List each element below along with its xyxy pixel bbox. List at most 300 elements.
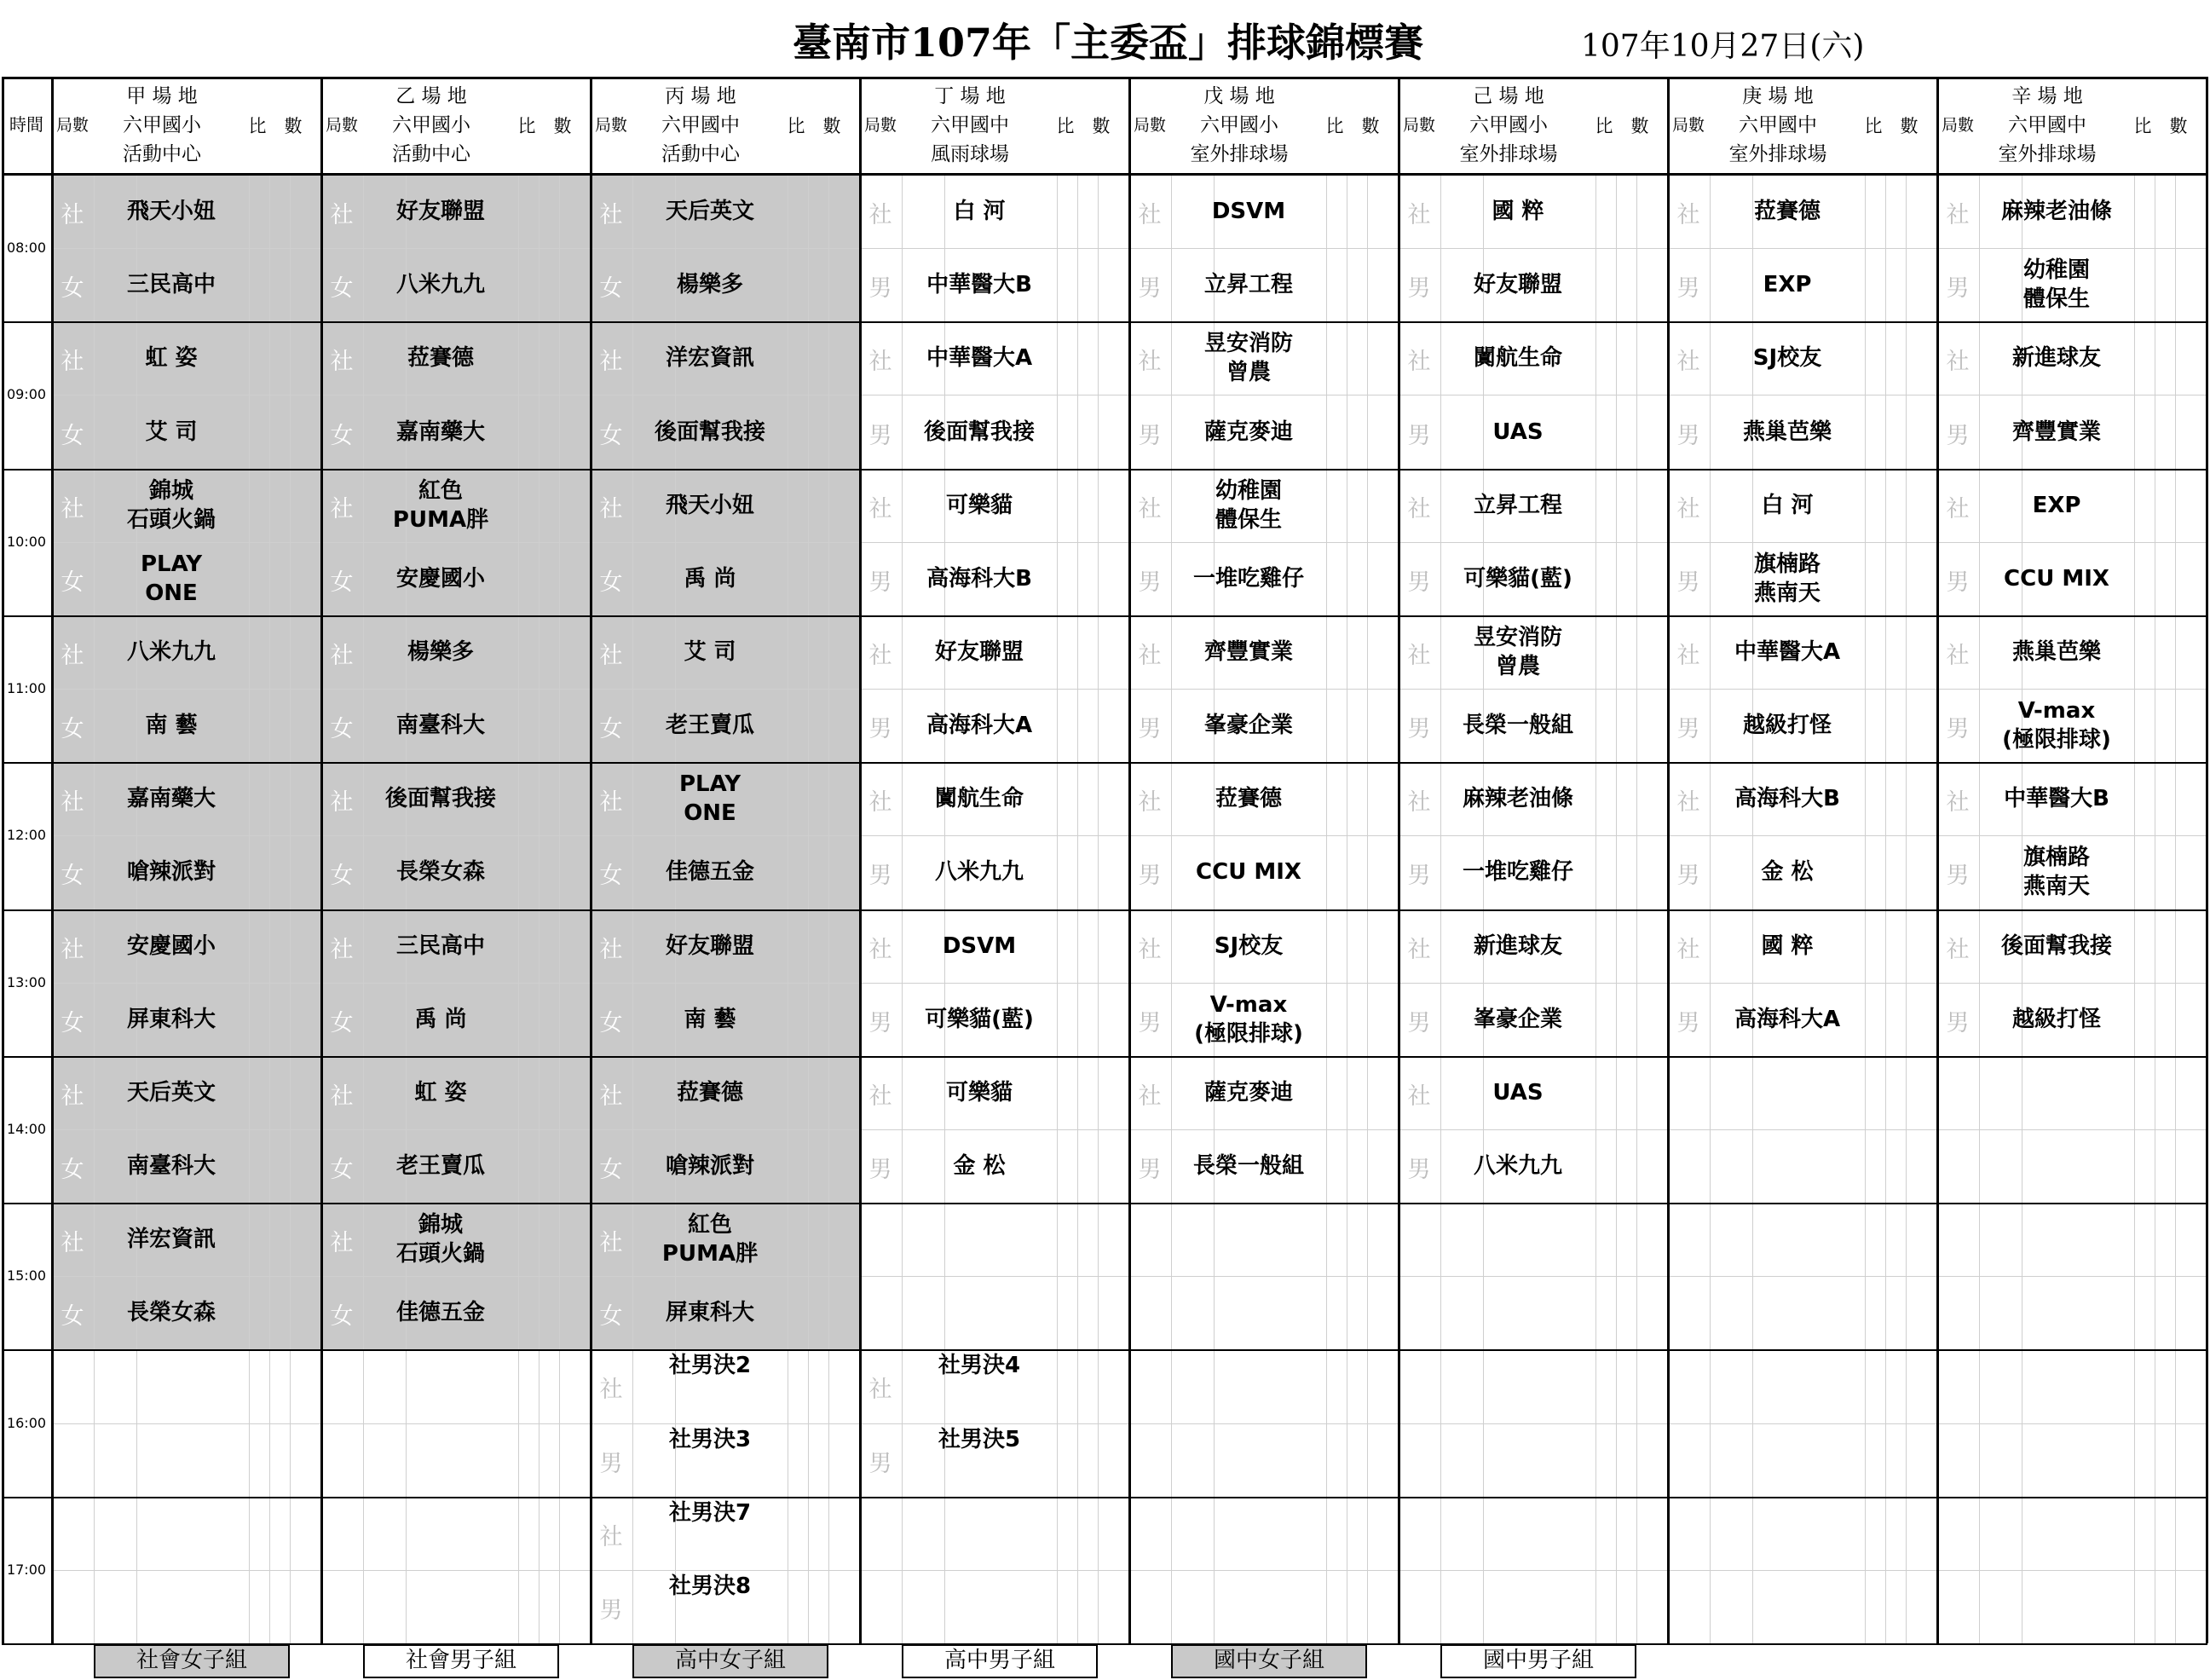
team-name: 長榮一般組 (1462, 713, 1573, 739)
team-name: 國 粹 (1761, 932, 1814, 959)
category-label: 社 (599, 202, 623, 229)
team-name: 飛天小妞 (126, 199, 216, 225)
team-name: V-max (極限排球) (2002, 698, 2111, 753)
category-label: 社 (599, 642, 623, 669)
category-label: 女 (61, 716, 84, 743)
category-label: 社 (61, 1230, 84, 1257)
time-slot: 14:00 (6, 1120, 47, 1137)
time-column-header: 時間 (9, 114, 43, 135)
category-label: 男 (868, 422, 892, 449)
category-label: 女 (61, 422, 84, 449)
venue-school: 六甲國中 (2008, 114, 2086, 136)
category-label: 女 (599, 1009, 623, 1036)
team-name: 洋宏資訊 (126, 1227, 216, 1253)
team-name: 老王賣瓜 (665, 713, 754, 739)
category-label: 男 (868, 1009, 892, 1036)
venue-school: 六甲國中 (931, 114, 1009, 136)
category-label: 男 (1138, 863, 1162, 890)
time-slot: 11:00 (6, 680, 47, 697)
venue-place: 活動中心 (661, 143, 740, 165)
team-name: 八米九九 (126, 638, 216, 665)
legend-item: 高中男子組 (902, 1644, 1098, 1678)
category-label: 男 (1138, 275, 1162, 303)
venue-school: 六甲國中 (661, 114, 740, 136)
time-slot: 09:00 (6, 386, 47, 403)
venue-header (1710, 82, 1846, 169)
team-name: 三民高中 (126, 272, 216, 298)
category-label: 社 (61, 1082, 84, 1110)
category-label: 男 (1676, 1009, 1700, 1036)
team-name: 紅色 PUMA胖 (661, 1212, 759, 1267)
team-name: DSVM (1211, 199, 1286, 225)
category-label: 女 (599, 275, 623, 303)
category-label: 女 (330, 569, 354, 596)
category-label: 女 (599, 569, 623, 596)
team-name: 幼稚園 體保生 (2022, 257, 2090, 313)
team-name: 國 粹 (1492, 199, 1544, 225)
team-name: 南 藝 (145, 713, 198, 739)
category-label: 社 (599, 495, 623, 522)
team-name: 可樂貓 (945, 492, 1013, 518)
team-name: 後面幫我接 (923, 419, 1035, 445)
category-label: 社 (599, 1523, 623, 1550)
team-name: 安慶國小 (395, 565, 485, 592)
venue-name: 戊 場 地 (1203, 85, 1275, 107)
category-label: 社 (868, 349, 892, 376)
category-label: 社 (1946, 789, 1970, 817)
category-label: 男 (868, 863, 892, 890)
team-name: 社男決5 (938, 1426, 1021, 1452)
sets-header: 局數 (863, 116, 897, 135)
grid-line (2206, 77, 2208, 1643)
team-name: 南臺科大 (126, 1153, 216, 1179)
category-label: 社 (1407, 202, 1431, 229)
venue-header (94, 82, 230, 169)
team-name: 昱安消防 曾農 (1473, 624, 1562, 679)
team-name: 艾 司 (145, 419, 198, 445)
category-label: 男 (868, 1450, 892, 1477)
category-label: 社 (1946, 495, 1970, 522)
category-label: 社 (1407, 936, 1431, 963)
category-label: 男 (868, 569, 892, 596)
category-label: 男 (1676, 275, 1700, 303)
category-label: 社 (330, 936, 354, 963)
team-name: V-max (極限排球) (1194, 991, 1303, 1047)
team-name: CCU MIX (1196, 859, 1301, 886)
team-name: 燕巢芭樂 (1742, 419, 1832, 445)
venue-school: 六甲國小 (1469, 114, 1548, 136)
score-header: 比 數 (517, 116, 572, 136)
venue-name: 丙 場 地 (665, 85, 736, 107)
team-name: 昱安消防 曾農 (1203, 331, 1293, 386)
team-name: 社男決7 (668, 1499, 752, 1526)
team-name: 屏東科大 (126, 1006, 216, 1032)
team-name: 越級打怪 (2011, 1006, 2101, 1032)
grid-line (2, 77, 4, 1643)
venue-header (1171, 82, 1307, 169)
team-name: 峯豪企業 (1473, 1006, 1562, 1032)
venue-header (1440, 82, 1577, 169)
sets-header: 局數 (1402, 116, 1435, 135)
category-label: 女 (61, 1303, 84, 1331)
team-name: 屏東科大 (665, 1300, 754, 1326)
sets-header: 局數 (1941, 116, 1974, 135)
team-name: 新進球友 (2011, 345, 2101, 372)
grid-line (2, 1203, 2207, 1204)
category-label: 社 (599, 789, 623, 817)
category-label: 社 (330, 642, 354, 669)
team-name: 好友聯盟 (665, 932, 754, 959)
team-name: 嗆辣派對 (126, 859, 216, 886)
team-name: CCU MIX (2004, 565, 2109, 592)
category-label: 社 (330, 1082, 354, 1110)
category-label: 男 (599, 1450, 623, 1477)
team-name: 楊樂多 (676, 272, 743, 298)
team-name: 燕巢芭樂 (2011, 638, 2101, 665)
category-label: 女 (330, 1303, 354, 1331)
team-name: EXP (2032, 492, 2081, 518)
category-label: 社 (1138, 495, 1162, 522)
category-label: 女 (599, 716, 623, 743)
team-name: 高海科大B (926, 565, 1032, 592)
team-name: 嗆辣派對 (665, 1153, 754, 1179)
team-name: 齊豐實業 (2011, 419, 2101, 445)
category-label: 女 (330, 275, 354, 303)
category-label: 男 (1946, 422, 1970, 449)
grid-line (2, 909, 2207, 911)
page-title: 臺南市107年「主委盃」排球錦標賽 (793, 20, 1424, 66)
venue-place: 室外排球場 (1459, 143, 1558, 165)
team-name: 後面幫我接 (2000, 932, 2112, 959)
category-label: 女 (61, 1157, 84, 1184)
team-name: 中華醫大A (1734, 638, 1841, 665)
category-label: 社 (330, 202, 354, 229)
team-name: UAS (1492, 1079, 1544, 1106)
grid-line (2, 762, 2207, 764)
team-name: 嘉南藥大 (395, 419, 485, 445)
category-label: 社 (330, 1230, 354, 1257)
category-label: 社 (599, 1230, 623, 1257)
team-name: 幼稚園 體保生 (1215, 477, 1282, 533)
team-name: 禹 尚 (414, 1006, 467, 1032)
team-name: 金 松 (1761, 859, 1814, 886)
team-name: 麻辣老油條 (1462, 786, 1573, 812)
team-name: 旗楠路 燕南天 (2022, 845, 2090, 900)
score-header: 比 數 (2133, 116, 2188, 136)
venue-name: 己 場 地 (1473, 85, 1544, 107)
category-label: 社 (61, 495, 84, 522)
category-label: 社 (868, 642, 892, 669)
team-name: 錦城 石頭火鍋 (126, 477, 216, 533)
team-name: 錦城 石頭火鍋 (395, 1212, 485, 1267)
category-label: 男 (1138, 716, 1162, 743)
team-name: 金 松 (953, 1153, 1006, 1179)
team-name: 嘉南藥大 (126, 786, 216, 812)
category-label: 女 (61, 275, 84, 303)
team-name: 旗楠路 燕南天 (1753, 551, 1821, 606)
legend-item: 國中男子組 (1440, 1644, 1636, 1678)
category-label: 女 (330, 1009, 354, 1036)
grid-line (2, 1349, 2207, 1351)
team-name: 菈賽德 (1753, 199, 1821, 225)
team-name: 立昇工程 (1473, 492, 1562, 518)
team-name: UAS (1492, 419, 1544, 445)
category-label: 社 (61, 642, 84, 669)
legend-item: 社會男子組 (363, 1644, 559, 1678)
venue-header (902, 82, 1038, 169)
team-name: 八米九九 (395, 272, 485, 298)
category-label: 男 (1407, 422, 1431, 449)
team-name: 高海科大B (1734, 786, 1840, 812)
sets-header: 局數 (55, 116, 89, 135)
team-name: 紅色 PUMA胖 (392, 477, 489, 533)
grid-line (2, 1497, 2207, 1498)
category-label: 社 (1946, 202, 1970, 229)
team-name: 天后英文 (126, 1079, 216, 1106)
team-name: 立昇工程 (1203, 272, 1293, 298)
venue-place: 室外排球場 (1998, 143, 2097, 165)
category-label: 社 (330, 349, 354, 376)
category-label: 社 (1676, 349, 1700, 376)
team-name: 可樂貓 (945, 1079, 1013, 1106)
venue-name: 丁 場 地 (934, 85, 1006, 107)
category-label: 社 (1946, 642, 1970, 669)
venue-header (363, 82, 499, 169)
category-label: 社 (1138, 349, 1162, 376)
team-name: 洋宏資訊 (665, 345, 754, 372)
time-slot: 08:00 (6, 240, 47, 257)
category-label: 社 (1407, 495, 1431, 522)
team-name: 新進球友 (1473, 932, 1562, 959)
team-name: 高海科大A (1734, 1006, 1841, 1032)
venue-school: 六甲國小 (392, 114, 470, 136)
team-name: 麻辣老油條 (2000, 199, 2112, 225)
grid-line (2, 173, 2207, 176)
event-date: 107年10月27日(六) (1581, 29, 1865, 64)
category-label: 社 (1138, 936, 1162, 963)
category-label: 社 (330, 495, 354, 522)
team-name: 長榮女森 (395, 859, 485, 886)
team-name: 三民高中 (395, 932, 485, 959)
category-label: 社 (1407, 789, 1431, 817)
team-name: SJ校友 (1214, 932, 1284, 959)
team-name: 中華醫大A (926, 345, 1033, 372)
venue-name: 甲 場 地 (126, 85, 198, 107)
category-label: 女 (330, 1157, 354, 1184)
legend-item: 高中女子組 (632, 1644, 828, 1678)
category-label: 社 (1946, 349, 1970, 376)
team-name: 高海科大A (926, 713, 1033, 739)
category-label: 男 (1138, 569, 1162, 596)
category-label: 社 (61, 349, 84, 376)
team-name: 南臺科大 (395, 713, 485, 739)
sets-header: 局數 (594, 116, 627, 135)
category-label: 男 (1946, 275, 1970, 303)
category-label: 社 (330, 789, 354, 817)
score-header: 比 數 (1595, 116, 1649, 136)
team-name: 老王賣瓜 (395, 1153, 485, 1179)
grid-line (2, 615, 2207, 617)
team-name: 後面幫我接 (654, 419, 765, 445)
category-label: 男 (1138, 1157, 1162, 1184)
team-name: 楊樂多 (407, 638, 474, 665)
time-slot: 16:00 (6, 1414, 47, 1431)
category-label: 男 (1946, 863, 1970, 890)
venue-school: 六甲國中 (1739, 114, 1817, 136)
category-label: 社 (1138, 789, 1162, 817)
team-name: PLAY ONE (678, 771, 741, 827)
category-label: 社 (1676, 936, 1700, 963)
category-label: 男 (1946, 569, 1970, 596)
score-header: 比 數 (1056, 116, 1111, 136)
time-slot: 15:00 (6, 1267, 47, 1285)
legend-item: 國中女子組 (1171, 1644, 1367, 1678)
team-name: 越級打怪 (1742, 713, 1832, 739)
category-label: 社 (1407, 349, 1431, 376)
category-label: 男 (868, 716, 892, 743)
team-name: 飛天小妞 (665, 492, 754, 518)
team-name: 中華醫大B (2004, 786, 2109, 812)
team-name: 長榮一般組 (1192, 1153, 1304, 1179)
category-label: 男 (599, 1596, 623, 1624)
category-label: 女 (599, 1157, 623, 1184)
category-label: 社 (599, 1082, 623, 1110)
category-label: 女 (61, 863, 84, 890)
team-name: 安慶國小 (126, 932, 216, 959)
category-label: 社 (1946, 936, 1970, 963)
score-header: 比 數 (787, 116, 841, 136)
category-label: 男 (1946, 1009, 1970, 1036)
category-label: 女 (599, 1303, 623, 1331)
venue-header (632, 82, 769, 169)
category-label: 女 (330, 422, 354, 449)
grid-line (2, 77, 2207, 79)
venue-name: 乙 場 地 (395, 85, 467, 107)
team-name: PLAY ONE (140, 551, 203, 606)
team-name: 峯豪企業 (1203, 713, 1293, 739)
team-name: 中華醫大B (926, 272, 1032, 298)
team-name: 闐航生命 (934, 786, 1024, 812)
team-name: 可樂貓(藍) (1463, 565, 1572, 592)
category-label: 社 (868, 495, 892, 522)
category-label: 社 (61, 789, 84, 817)
category-label: 男 (1676, 422, 1700, 449)
venue-name: 庚 場 地 (1742, 85, 1814, 107)
score-header: 比 數 (1864, 116, 1919, 136)
category-label: 男 (1138, 422, 1162, 449)
team-name: 好友聯盟 (395, 199, 485, 225)
grid-line (2, 1643, 2207, 1645)
team-name: 齊豐實業 (1203, 638, 1293, 665)
team-name: 艾 司 (684, 638, 736, 665)
category-label: 男 (1138, 1009, 1162, 1036)
venue-place: 風雨球場 (931, 143, 1009, 165)
venue-place: 室外排球場 (1190, 143, 1289, 165)
venue-school: 六甲國小 (1200, 114, 1278, 136)
category-label: 男 (868, 1157, 892, 1184)
score-header: 比 數 (1325, 116, 1380, 136)
sets-header: 局數 (1671, 116, 1705, 135)
category-label: 男 (1676, 716, 1700, 743)
team-name: 可樂貓(藍) (925, 1006, 1034, 1032)
team-name: 後面幫我接 (384, 786, 496, 812)
category-label: 男 (1407, 569, 1431, 596)
category-label: 男 (1676, 569, 1700, 596)
team-name: 白 河 (1761, 492, 1814, 518)
time-slot: 17:00 (6, 1561, 47, 1578)
team-name: 社男決4 (938, 1353, 1021, 1379)
team-name: 佳德五金 (665, 859, 754, 886)
category-label: 女 (61, 1009, 84, 1036)
category-label: 社 (868, 936, 892, 963)
team-name: 八米九九 (934, 859, 1024, 886)
category-label: 女 (330, 863, 354, 890)
category-label: 社 (599, 1377, 623, 1404)
legend-item: 社會女子組 (94, 1644, 290, 1678)
category-label: 社 (868, 202, 892, 229)
team-name: 長榮女森 (126, 1300, 216, 1326)
team-name: 天后英文 (665, 199, 754, 225)
team-name: 菈賽德 (676, 1079, 743, 1106)
category-label: 男 (1407, 716, 1431, 743)
category-label: 社 (1676, 789, 1700, 817)
team-name: 菈賽德 (1215, 786, 1282, 812)
category-label: 社 (599, 936, 623, 963)
grid-line (2, 469, 2207, 471)
category-label: 社 (1138, 202, 1162, 229)
category-label: 社 (1138, 642, 1162, 669)
category-label: 社 (599, 349, 623, 376)
category-label: 社 (868, 1377, 892, 1404)
team-name: 好友聯盟 (1473, 272, 1562, 298)
team-name: 薩克麥迪 (1203, 419, 1293, 445)
category-label: 男 (1676, 863, 1700, 890)
time-slot: 12:00 (6, 827, 47, 844)
category-label: 社 (868, 789, 892, 817)
team-name: SJ校友 (1752, 345, 1822, 372)
team-name: 薩克麥迪 (1203, 1079, 1293, 1106)
category-label: 男 (868, 275, 892, 303)
category-label: 男 (1407, 863, 1431, 890)
team-name: 社男決2 (668, 1353, 752, 1379)
venue-header (1979, 82, 2115, 169)
grid-line (2, 321, 2207, 323)
team-name: 社男決8 (668, 1573, 752, 1599)
category-label: 男 (1407, 275, 1431, 303)
category-label: 社 (868, 1082, 892, 1110)
team-name: 佳德五金 (395, 1300, 485, 1326)
team-name: 菈賽德 (407, 345, 474, 372)
team-name: 白 河 (953, 199, 1006, 225)
venue-school: 六甲國小 (123, 114, 201, 136)
category-label: 女 (61, 569, 84, 596)
venue-place: 活動中心 (123, 143, 201, 165)
category-label: 女 (330, 716, 354, 743)
team-name: DSVM (942, 932, 1017, 959)
category-label: 女 (599, 422, 623, 449)
team-name: 好友聯盟 (934, 638, 1024, 665)
venue-place: 室外排球場 (1728, 143, 1827, 165)
venue-place: 活動中心 (392, 143, 470, 165)
category-label: 男 (1946, 716, 1970, 743)
team-name: 八米九九 (1473, 1153, 1562, 1179)
sets-header: 局數 (325, 116, 358, 135)
team-name: 一堆吃雞仔 (1192, 565, 1304, 592)
team-name: 社男決3 (668, 1426, 752, 1452)
team-name: 禹 尚 (684, 565, 736, 592)
category-label: 社 (1676, 495, 1700, 522)
category-label: 社 (1138, 1082, 1162, 1110)
